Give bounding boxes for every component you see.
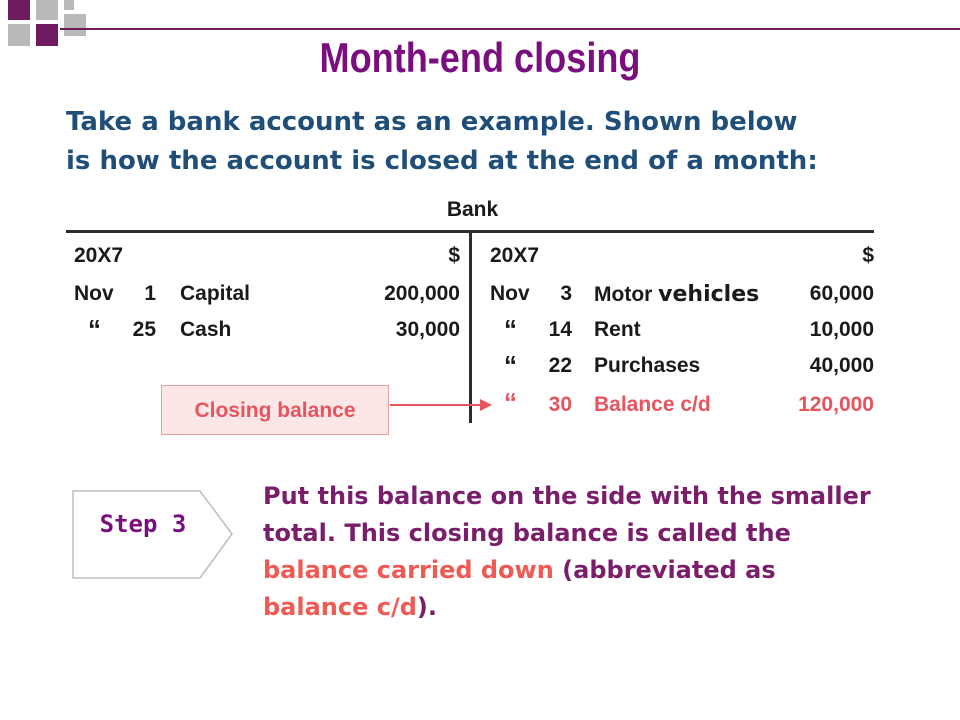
step-text-highlight-1: balance carried down [263,556,554,584]
decor-square [64,0,74,10]
debit-row-2-desc: Cash [180,318,232,341]
debit-year: 20X7 [74,244,124,267]
credit-year: 20X7 [490,244,540,267]
credit-row-1-desc [594,282,759,307]
decor-square [8,24,30,46]
account-title: Bank [446,198,499,221]
credit-row-4-desc: Balance c/d [594,393,711,416]
debit-row-2-amount: 30,000 [395,318,460,341]
step-label: Step 3 [99,510,187,538]
credit-row-3-desc: Purchases [594,354,701,377]
debit-row-2-day: 25 [132,318,156,341]
step-text-2: (abbreviated as [553,556,776,584]
credit-row-2-desc: Rent [594,318,641,341]
decor-square [64,14,86,36]
credit-currency: $ [862,244,874,267]
credit-row-4-amount: 120,000 [798,393,874,416]
debit-row-1-desc: Capital [180,282,251,305]
slide-title: Month-end closing [319,34,641,81]
debit-row-1-day: 1 [144,282,156,305]
credit-row-3-month: “ [504,350,517,380]
credit-row-1-amount: 60,000 [809,282,874,305]
credit-row-4-month: “ [504,387,517,417]
decor-square [8,0,30,20]
credit-row-1-desc-a: Motor [594,283,659,306]
step-text-1: Put this balance on the side with the smaller total. This closing balance is called the [263,482,871,547]
credit-row-1-month: Nov [490,282,530,305]
step-text-3: ). [416,593,438,621]
decor-square [36,0,58,20]
debit-currency: $ [448,244,460,267]
credit-row-4-day: 30 [548,393,572,416]
closing-balance-callout: Closing balance [161,385,389,435]
credit-row-2-month: “ [504,314,517,344]
credit-row-2-amount: 10,000 [809,318,874,341]
debit-row-1-amount: 200,000 [384,282,460,305]
arrow-icon [388,395,498,417]
intro-text [66,103,886,181]
credit-row-3-day: 22 [548,354,572,377]
decor-square [36,24,58,46]
credit-row-1-day: 3 [560,282,572,305]
credit-row-2-day: 14 [548,318,572,341]
step-description [263,478,873,626]
credit-row-3-amount: 40,000 [809,354,874,377]
debit-row-2-month: “ [88,314,101,344]
debit-row-1-month: Nov [74,282,114,305]
intro-line-2: is how the account is closed at the end of a month: [66,146,818,176]
credit-row-1-desc-b: vehicles [658,282,760,307]
step-text-highlight-2: balance c/d [263,593,417,621]
decor-rule [60,28,960,30]
intro-line-1: Take a bank account as an example. Shown below [66,107,798,137]
